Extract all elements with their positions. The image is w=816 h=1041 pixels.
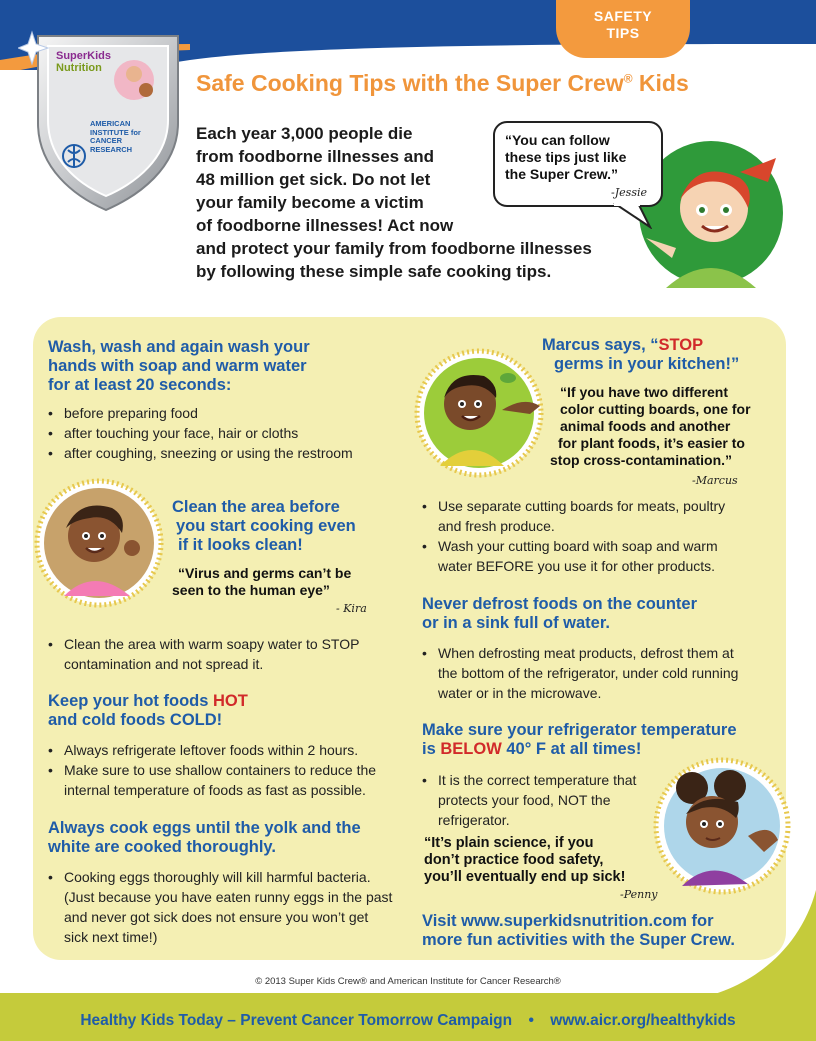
fridge-list: [422, 770, 662, 830]
defrost-heading: Never defrost foods on the counter or in a sink full of water.: [422, 595, 698, 632]
list-item: • Wash your cutting board with soap and warm water BEFORE you use it for other products.: [422, 536, 782, 576]
list-item: • Clean the area with warm soapy water to STOP contamination and not spread it.: [48, 634, 408, 674]
tab-line-2: TIPS: [606, 25, 640, 41]
marcus-illustration: [404, 348, 554, 478]
aicr-url-link[interactable]: www.aicr.org/healthykids: [550, 1012, 736, 1029]
list-item: • Make sure to use shallow containers to reduce the internal temperature of foods as fast as possible.: [48, 760, 408, 800]
list-item: • after coughing, sneezing or using the restroom: [48, 443, 408, 463]
superkids-aicr-badge: [18, 28, 184, 214]
footer-campaign: [0, 1012, 816, 1030]
penny-quote: “It’s plain science, if you don’t practice food safety, you’ll eventually end up sick!: [424, 835, 626, 885]
penny-illustration: [652, 756, 792, 896]
hot-cold-list: [48, 740, 408, 800]
penny-signature: -Penny: [620, 888, 658, 901]
page-title: Safe Cooking Tips with the Super Crew® Kids: [196, 70, 689, 96]
eggs-heading: Always cook eggs until the yolk and the white are cooked thoroughly.: [48, 819, 361, 856]
fridge-heading: Make sure your refrigerator temperature is BELOW 40° F at all times!: [422, 721, 737, 758]
tab-line-1: SAFETY: [593, 8, 653, 24]
list-item: • after touching your face, hair or cloths: [48, 423, 408, 443]
jessie-quote: “You can follow these tips just like the Super Crew.”: [505, 132, 627, 182]
clean-list: [48, 634, 408, 674]
cutting-board-list: [422, 496, 782, 576]
visit-link[interactable]: Visit www.superkidsnutrition.com for more fun activities with the Super Crew.: [422, 912, 735, 949]
clean-heading: Clean the area before you start cooking even if it looks clean!: [172, 498, 356, 554]
intro-paragraph: Each year 3,000 people die from foodborne illnesses and 48 million get sick. Do not let your family become a victim of foodborne illnesses! Act now and protect your family from foodborne illnesses by following these simple safe cooking tips.: [196, 124, 592, 281]
kira-quote: “Virus and germs can’t be seen to the human eye”: [172, 565, 352, 598]
list-item: • Always refrigerate leftover foods within 2 hours.: [48, 740, 408, 760]
wash-heading: Wash, wash and again wash your hands with soap and warm water for at least 20 seconds:: [48, 338, 310, 394]
list-item: • Cooking eggs thoroughly will kill harmful bacteria. (Just because you have eaten runny eggs in the past and never got sick does not ensure you won’t get sick next time!): [48, 867, 418, 947]
kira-illustration: [34, 478, 164, 608]
list-item: • When defrosting meat products, defrost them at the bottom of the refrigerator, under cold running water or in the microwave.: [422, 643, 782, 703]
separator-dot: •: [528, 1012, 534, 1029]
wash-list: [48, 403, 408, 463]
campaign-text: Healthy Kids Today – Prevent Cancer Tomorrow Campaign: [80, 1012, 513, 1029]
superkids-logo: SuperKids Nutrition: [56, 50, 112, 74]
jessie-speech-bubble: [493, 121, 663, 207]
hot-cold-heading: Keep your hot foods HOT and cold foods COLD!: [48, 692, 248, 729]
marcus-signature: -Marcus: [692, 474, 738, 487]
copyright: © 2013 Super Kids Crew® and American Institute for Cancer Research®: [255, 976, 561, 987]
marcus-quote: “If you have two different color cutting boards, one for animal foods and another for plant foods, it’s easier to stop cross-contamination.”: [550, 384, 751, 468]
list-item: • Use separate cutting boards for meats, poultry and fresh produce.: [422, 496, 782, 536]
aicr-logo-text: AMERICAN INSTITUTE for CANCER RESEARCH: [90, 119, 141, 154]
eggs-list: [48, 867, 418, 947]
safety-tips-tab: [556, 0, 690, 58]
kira-signature: - Kira: [336, 602, 367, 615]
bubble-tail: [612, 203, 652, 229]
list-item: • before preparing food: [48, 403, 408, 423]
jessie-signature: -Jessie: [611, 186, 647, 199]
defrost-list: [422, 643, 782, 703]
marcus-heading: Marcus says, “STOP germs in your kitchen!”: [542, 336, 740, 373]
list-item: • It is the correct temperature that protects your food, NOT the refrigerator.: [422, 770, 662, 830]
